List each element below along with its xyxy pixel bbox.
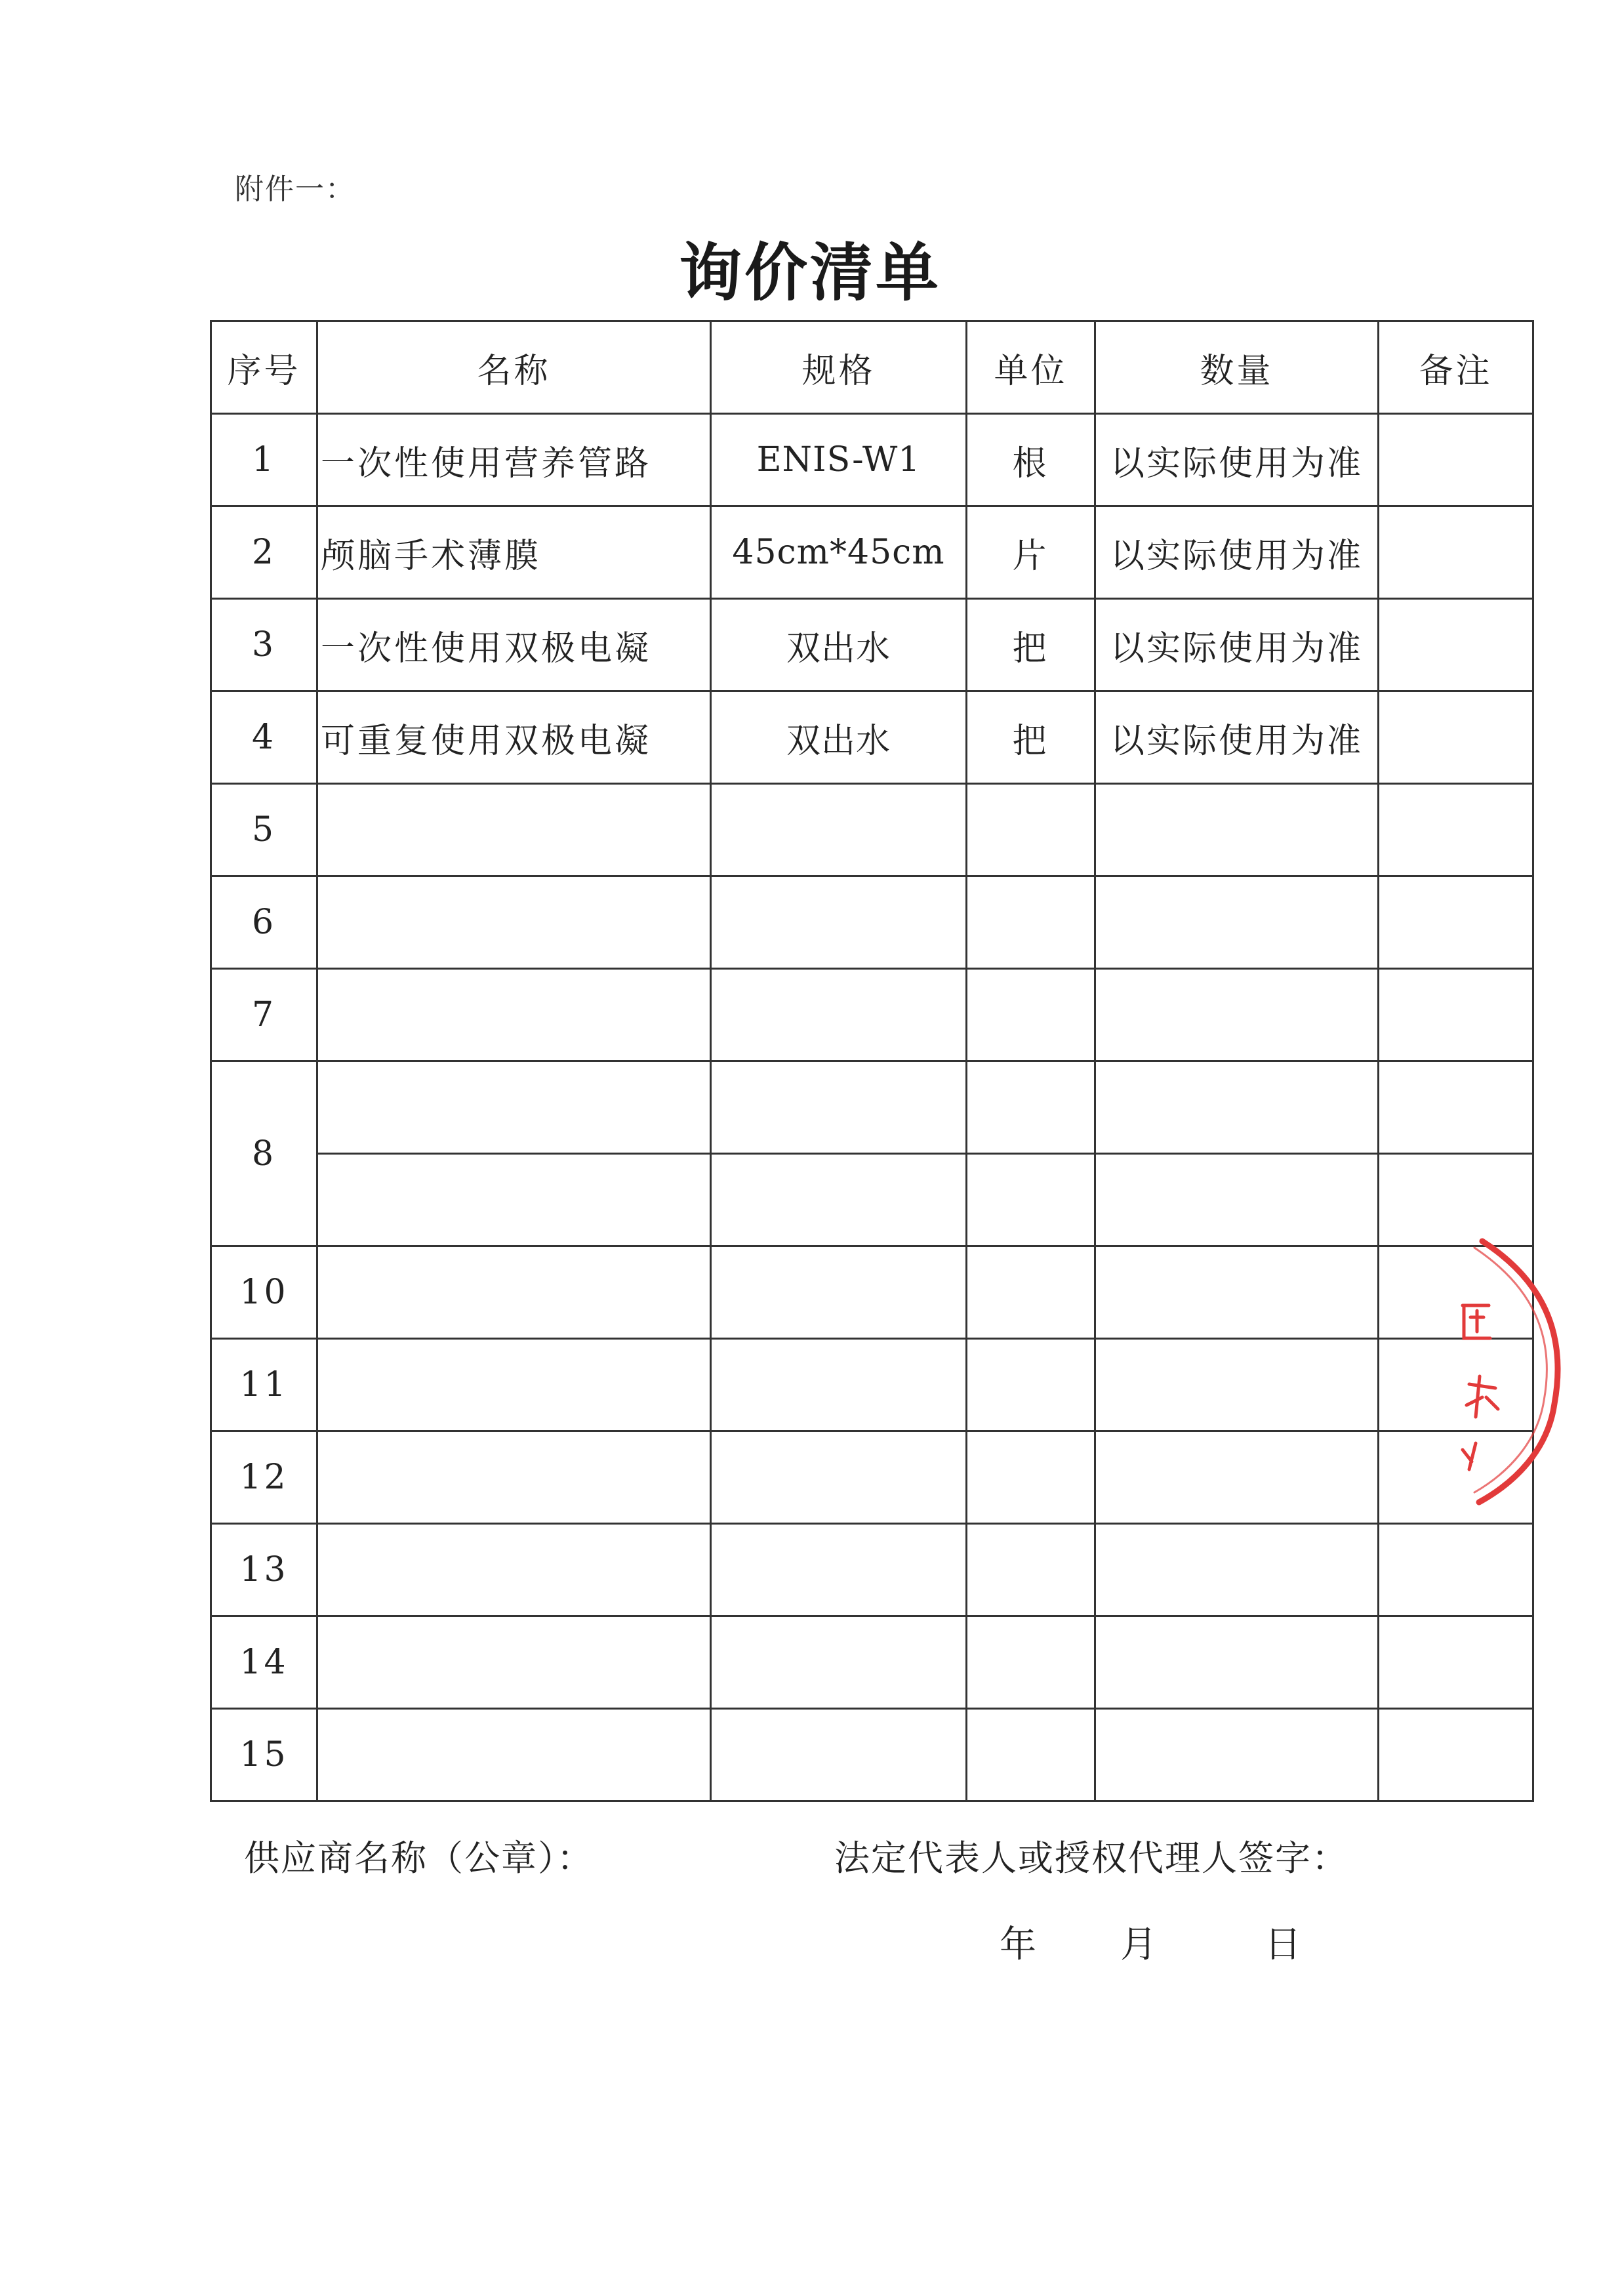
table-row xyxy=(211,1616,1533,1709)
cell-quantity xyxy=(1095,969,1379,1061)
attachment-label: 附件一： xyxy=(235,173,355,206)
cell-spec: 双出水 xyxy=(711,599,967,691)
cell-quantity: 以实际使用为准 xyxy=(1095,414,1379,506)
table-row xyxy=(211,414,1533,506)
cell-name xyxy=(317,1524,711,1616)
cell-quantity xyxy=(1095,1524,1379,1616)
cell-spec xyxy=(711,1061,967,1154)
document-title: 询价清单 xyxy=(679,236,941,310)
cell-quantity xyxy=(1095,1154,1379,1246)
cell-remark xyxy=(1379,1524,1533,1616)
header-unit: 单位 xyxy=(967,321,1095,414)
cell-index: 12 xyxy=(211,1431,317,1524)
cell-index: 5 xyxy=(211,784,317,876)
signature-label: 法定代表人或授权代理人签字： xyxy=(834,1837,1348,1879)
cell-index: 1 xyxy=(211,414,317,506)
cell-index: 2 xyxy=(211,506,317,599)
cell-quantity xyxy=(1095,1339,1379,1431)
cell-name xyxy=(317,876,711,969)
cell-remark xyxy=(1379,691,1533,784)
cell-index: 15 xyxy=(211,1709,317,1801)
cell-remark xyxy=(1379,1616,1533,1709)
table-row xyxy=(211,1431,1533,1524)
cell-name xyxy=(317,1709,711,1801)
cell-spec xyxy=(711,1246,967,1339)
cell-spec xyxy=(711,1431,967,1524)
cell-quantity xyxy=(1095,876,1379,969)
cell-index: 8 xyxy=(211,1061,317,1246)
cell-spec: ENIS-W1 xyxy=(711,414,967,506)
table-row xyxy=(211,784,1533,876)
cell-unit xyxy=(967,784,1095,876)
cell-remark xyxy=(1379,784,1533,876)
cell-index: 10 xyxy=(211,1246,317,1339)
cell-remark xyxy=(1379,506,1533,599)
cell-index: 13 xyxy=(211,1524,317,1616)
cell-unit xyxy=(967,1246,1095,1339)
cell-quantity: 以实际使用为准 xyxy=(1095,691,1379,784)
cell-quantity xyxy=(1095,1431,1379,1524)
table-row xyxy=(211,691,1533,784)
cell-index: 14 xyxy=(211,1616,317,1709)
cell-index: 7 xyxy=(211,969,317,1061)
cell-unit: 根 xyxy=(967,414,1095,506)
cell-spec: 双出水 xyxy=(711,691,967,784)
cell-remark xyxy=(1379,414,1533,506)
supplier-name-label: 供应商名称（公章）： xyxy=(244,1837,594,1879)
cell-name xyxy=(317,1616,711,1709)
table-row xyxy=(211,1709,1533,1801)
header-remark: 备注 xyxy=(1379,321,1533,414)
cell-unit: 片 xyxy=(967,506,1095,599)
cell-unit xyxy=(967,969,1095,1061)
cell-quantity xyxy=(1095,1709,1379,1801)
cell-unit: 把 xyxy=(967,691,1095,784)
table-row xyxy=(211,506,1533,599)
table-row xyxy=(211,1246,1533,1339)
header-name: 名称 xyxy=(317,321,711,414)
table-row xyxy=(211,1061,1533,1154)
cell-name xyxy=(317,1431,711,1524)
seal-arc-icon xyxy=(1443,1233,1574,1509)
cell-name xyxy=(317,1246,711,1339)
header-quantity: 数量 xyxy=(1095,321,1379,414)
cell-index: 11 xyxy=(211,1339,317,1431)
date-month-label: 月 xyxy=(1120,1923,1157,1966)
table-header-row xyxy=(211,321,1533,414)
cell-name: 颅脑手术薄膜 xyxy=(317,506,711,599)
cell-quantity xyxy=(1095,1616,1379,1709)
cell-spec xyxy=(711,1154,967,1246)
cell-remark xyxy=(1379,1154,1533,1246)
table-row xyxy=(211,876,1533,969)
cell-spec xyxy=(711,1339,967,1431)
cell-name xyxy=(317,969,711,1061)
header-spec: 规格 xyxy=(711,321,967,414)
cell-spec: 45cm*45cm xyxy=(711,506,967,599)
cell-name xyxy=(317,1061,711,1154)
cell-unit xyxy=(967,1061,1095,1154)
cell-name: 一次性使用营养管路 xyxy=(317,414,711,506)
cell-unit xyxy=(967,1524,1095,1616)
table-row xyxy=(211,1524,1533,1616)
red-seal-stamp xyxy=(1443,1233,1574,1509)
inquiry-table xyxy=(210,320,1534,1802)
cell-index: 6 xyxy=(211,876,317,969)
cell-quantity: 以实际使用为准 xyxy=(1095,506,1379,599)
table-row xyxy=(211,1154,1533,1246)
cell-name: 一次性使用双极电凝 xyxy=(317,599,711,691)
cell-remark xyxy=(1379,876,1533,969)
cell-name xyxy=(317,1339,711,1431)
date-day-label: 日 xyxy=(1265,1923,1301,1966)
table-row xyxy=(211,1339,1533,1431)
cell-name: 可重复使用双极电凝 xyxy=(317,691,711,784)
table-row xyxy=(211,969,1533,1061)
cell-unit: 把 xyxy=(967,599,1095,691)
table-row xyxy=(211,599,1533,691)
cell-remark xyxy=(1379,599,1533,691)
cell-unit xyxy=(967,1154,1095,1246)
cell-index: 4 xyxy=(211,691,317,784)
cell-remark xyxy=(1379,969,1533,1061)
cell-remark xyxy=(1379,1061,1533,1154)
cell-index: 3 xyxy=(211,599,317,691)
cell-unit xyxy=(967,1431,1095,1524)
cell-spec xyxy=(711,1616,967,1709)
cell-quantity xyxy=(1095,784,1379,876)
cell-unit xyxy=(967,876,1095,969)
cell-unit xyxy=(967,1339,1095,1431)
cell-spec xyxy=(711,1709,967,1801)
cell-name xyxy=(317,784,711,876)
cell-unit xyxy=(967,1616,1095,1709)
cell-quantity xyxy=(1095,1061,1379,1154)
cell-unit xyxy=(967,1709,1095,1801)
cell-name xyxy=(317,1154,711,1246)
cell-remark xyxy=(1379,1709,1533,1801)
header-index: 序号 xyxy=(211,321,317,414)
cell-quantity xyxy=(1095,1246,1379,1339)
cell-spec xyxy=(711,876,967,969)
cell-spec xyxy=(711,969,967,1061)
cell-spec xyxy=(711,784,967,876)
cell-spec xyxy=(711,1524,967,1616)
cell-quantity: 以实际使用为准 xyxy=(1095,599,1379,691)
date-year-label: 年 xyxy=(1000,1923,1036,1966)
